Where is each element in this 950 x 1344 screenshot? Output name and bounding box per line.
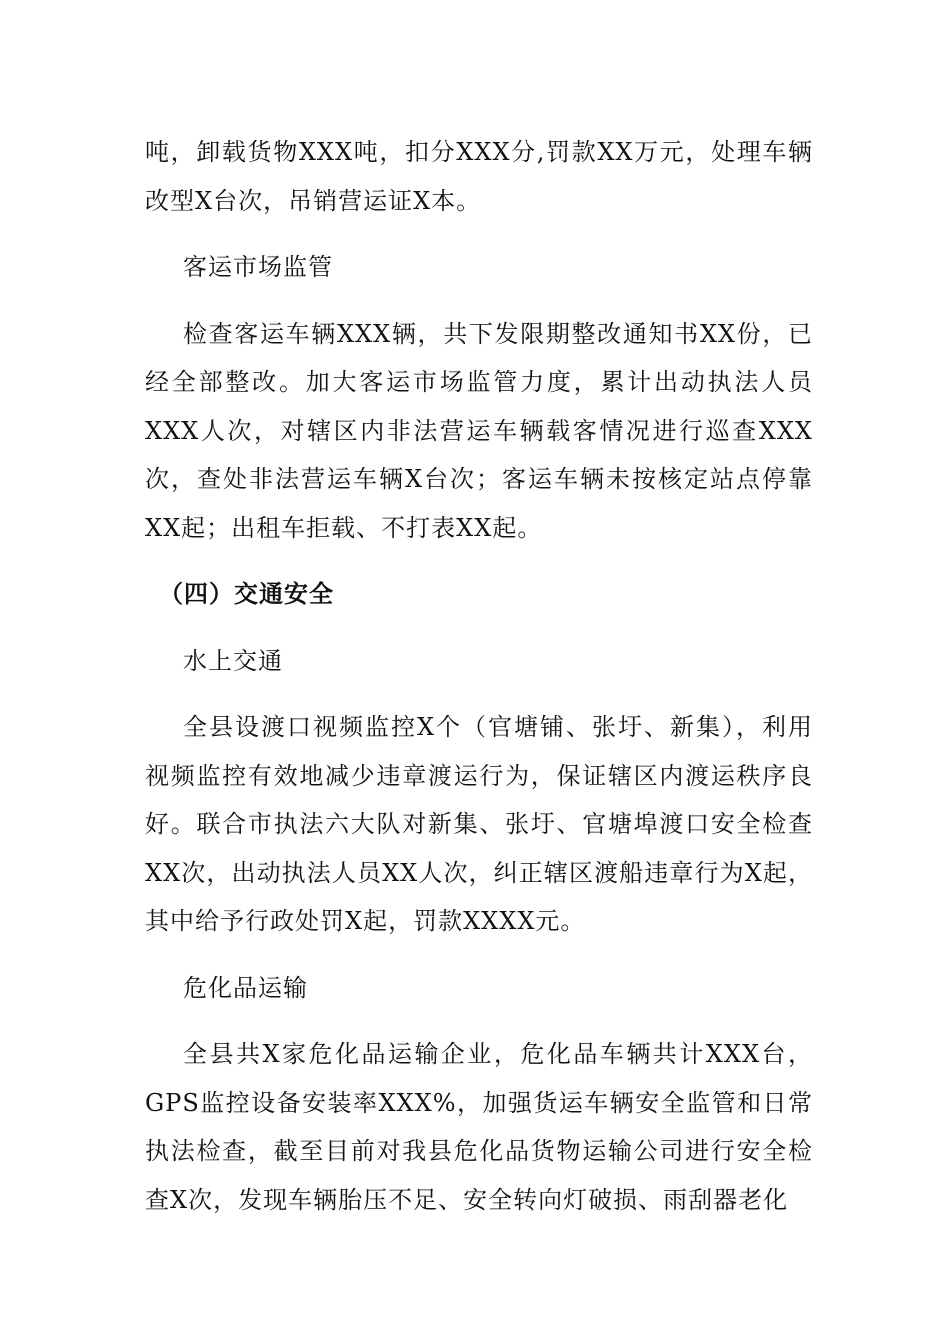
paragraph-water-traffic: 全县设渡口视频监控X个（官塘铺、张圩、新集），利用视频监控有效地减少违章渡运行为，保证辖区内渡运秩序良好。联合市执法六大队对新集、张圩、官塘埠渡口安全检查XX次，出动执法人员XX人次，纠正辖区渡船违章行为X起，其中给予行政处罚X起，罚款XXXX元。 (145, 713, 813, 935)
subheading-water-traffic: 水上交通 (183, 646, 283, 675)
paragraph-freight-continued: 吨，卸载货物XXX吨，扣分XXX分,罚款XX万元，处理车辆改型X台次，吊销营运证X本。 (145, 138, 813, 215)
paragraph-hazmat-transport: 全县共X家危化品运输企业，危化品车辆共计XXX台，GPS监控设备安装率XXX%，加强货运车辆安全监管和日常执法检查，截至目前对我县危化品货物运输公司进行安全检查X次，发现车辆胎压不足、安全转向灯破损、雨刮器老化 (145, 1040, 813, 1214)
subheading-hazmat-transport: 危化品运输 (183, 973, 308, 1002)
document-page (145, 128, 813, 1224)
subheading-passenger-market: 客运市场监管 (183, 253, 333, 281)
section-heading-traffic-safety: （四）交通安全 (159, 580, 334, 608)
paragraph-passenger-market: 检查客运车辆XXX辆，共下发限期整改通知书XX份，已经全部整改。加大客运市场监管力度，累计出动执法人员XXX人次，对辖区内非法营运车辆载客情况进行巡查XXX次，查处非法营运车辆X台次；客运车辆未按核定站点停靠XX起；出租车拒载、不打表XX起。 (145, 319, 813, 542)
